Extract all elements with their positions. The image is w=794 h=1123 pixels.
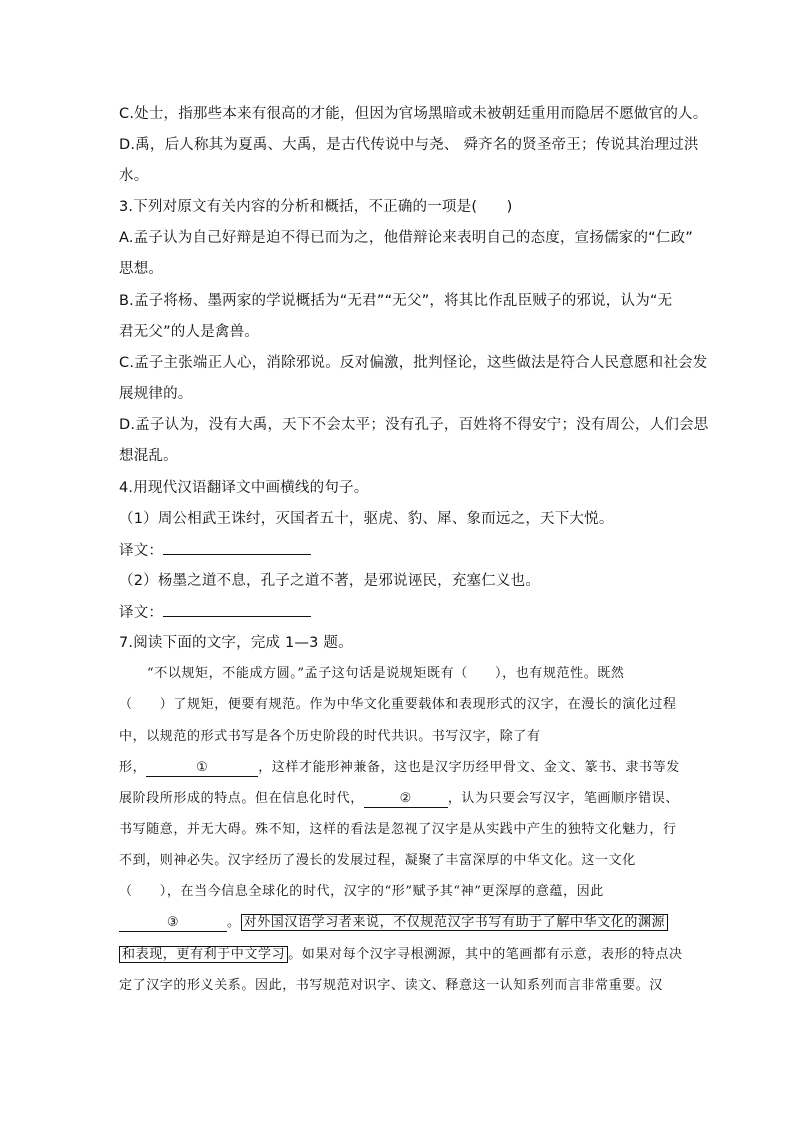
passage-line-5: [119, 789, 679, 809]
question-7: 7.阅读下面的文字，完成 1—3 题。: [119, 635, 353, 651]
passage-line-1: “不以规矩，不能成方圆。”孟子这句话是说规矩既有（ ），也有规范性。既然: [147, 666, 625, 681]
option-c-line: C.处士，指那些本来有很高的才能，但因为官场黑暗或未被朝廷重用而隐居不愿做官的人。: [119, 106, 708, 122]
passage-text: ，认为只要会写汉字，笔画顺序错误、: [447, 791, 680, 806]
q3-option-d: D.孟子认为，没有大禹，天下不会太平；没有孔子，百姓将不得安宁；没有周公，人们会思: [119, 417, 709, 433]
passage-line-6: 书写随意，并无大碍。殊不知，这样的看法是忽视了汉字是从实践中产生的独特文化魅力，行: [119, 822, 677, 837]
translation-label: 译文：: [119, 543, 164, 559]
q3-option-b-cont: 君无父”的人是禽兽。: [119, 324, 260, 340]
boxed-sentence-part-1: 对外国汉语学习者来说，不仅规范汉字书写有助于了解中华文化的渊源: [241, 914, 669, 931]
question-3: 3.下列对原文有关内容的分析和概括，不正确的一项是( ): [119, 199, 513, 215]
q3-option-a: A.孟子认为自己好辩是迫不得已而为之，他借辩论来表明自己的态度，宣扬儒家的“仁政”: [119, 230, 693, 246]
answer-blank-1[interactable]: [163, 540, 311, 555]
q4-answer-1: [119, 540, 311, 561]
q3-option-c-cont: 展规律的。: [119, 386, 193, 402]
passage-text: 展阶段所形成的特点。但在信息化时代，: [119, 791, 364, 806]
q3-option-b: B.孟子将杨、墨两家的学说概括为“无君”“无父”，将其比作乱臣贼子的邪说，认为“无: [119, 293, 673, 309]
q4-sentence-2: （2）杨墨之道不息，孔子之道不著，是邪说诬民，充塞仁义也。: [119, 573, 541, 589]
q3-option-a-cont: 思想。: [119, 261, 164, 277]
fill-blank-2[interactable]: ②: [364, 791, 448, 808]
option-d-line-cont: 水。: [119, 168, 149, 184]
passage-line-10: [119, 945, 683, 965]
q3-option-c: C.孟子主张端正人心，消除邪说。反对偏激，批判怪论，这些做法是符合人民意愿和社会发: [119, 355, 708, 371]
passage-line-7: 不到，则神必失。汉字经历了漫长的发展过程，凝聚了丰富深厚的中华文化。这一文化: [119, 853, 636, 868]
passage-text: ，这样才能形神兼备，这也是汉字历经甲骨文、金文、篆书、隶书等发: [258, 760, 680, 775]
q3-option-d-cont: 想混乱。: [119, 448, 178, 464]
boxed-sentence-part-2: 和表现，更有利于中文学习: [119, 946, 288, 963]
q4-answer-2: [119, 602, 311, 623]
q4-sentence-1: （1）周公相武王诛纣，灭国者五十，驱虎、豹、犀、象而远之，天下大悦。: [119, 511, 614, 527]
answer-blank-2[interactable]: [163, 602, 311, 617]
passage-text: 。如果对每个汉字寻根溯源，其中的笔画都有示意，表形的特点决: [288, 947, 683, 962]
option-d-line: D.禹，后人称其为夏禹、大禹，是古代传说中与尧、 舜齐名的贤圣帝王；传说其治理过洪: [119, 137, 699, 153]
passage-line-2: （ ）了规矩，便要有规范。作为中华文化重要载体和表现形式的汉字，在漫长的演化过程: [119, 697, 677, 712]
passage-text: 形，: [119, 760, 147, 775]
passage-line-3: 中，以规范的形式书写是各个历史阶段的时代共识。书写汉字，除了有: [119, 729, 541, 744]
passage-text: 。: [227, 915, 241, 930]
passage-line-8: （ ），在当今信息全球化的时代，汉字的“形”赋予其“神”更深厚的意蕴，因此: [119, 884, 604, 899]
passage-line-11: 定了汉字的形义关系。因此，书写规范对识字、读文、释意这一认知系列而言非常重要。汉: [119, 978, 664, 993]
question-4: 4.用现代汉语翻译文中画横线的句子。: [119, 480, 369, 496]
fill-blank-1[interactable]: ①: [146, 760, 258, 777]
passage-line-4: [119, 758, 680, 778]
fill-blank-3[interactable]: ③: [119, 915, 227, 932]
translation-label: 译文：: [119, 605, 164, 621]
passage-line-9: [119, 913, 668, 933]
